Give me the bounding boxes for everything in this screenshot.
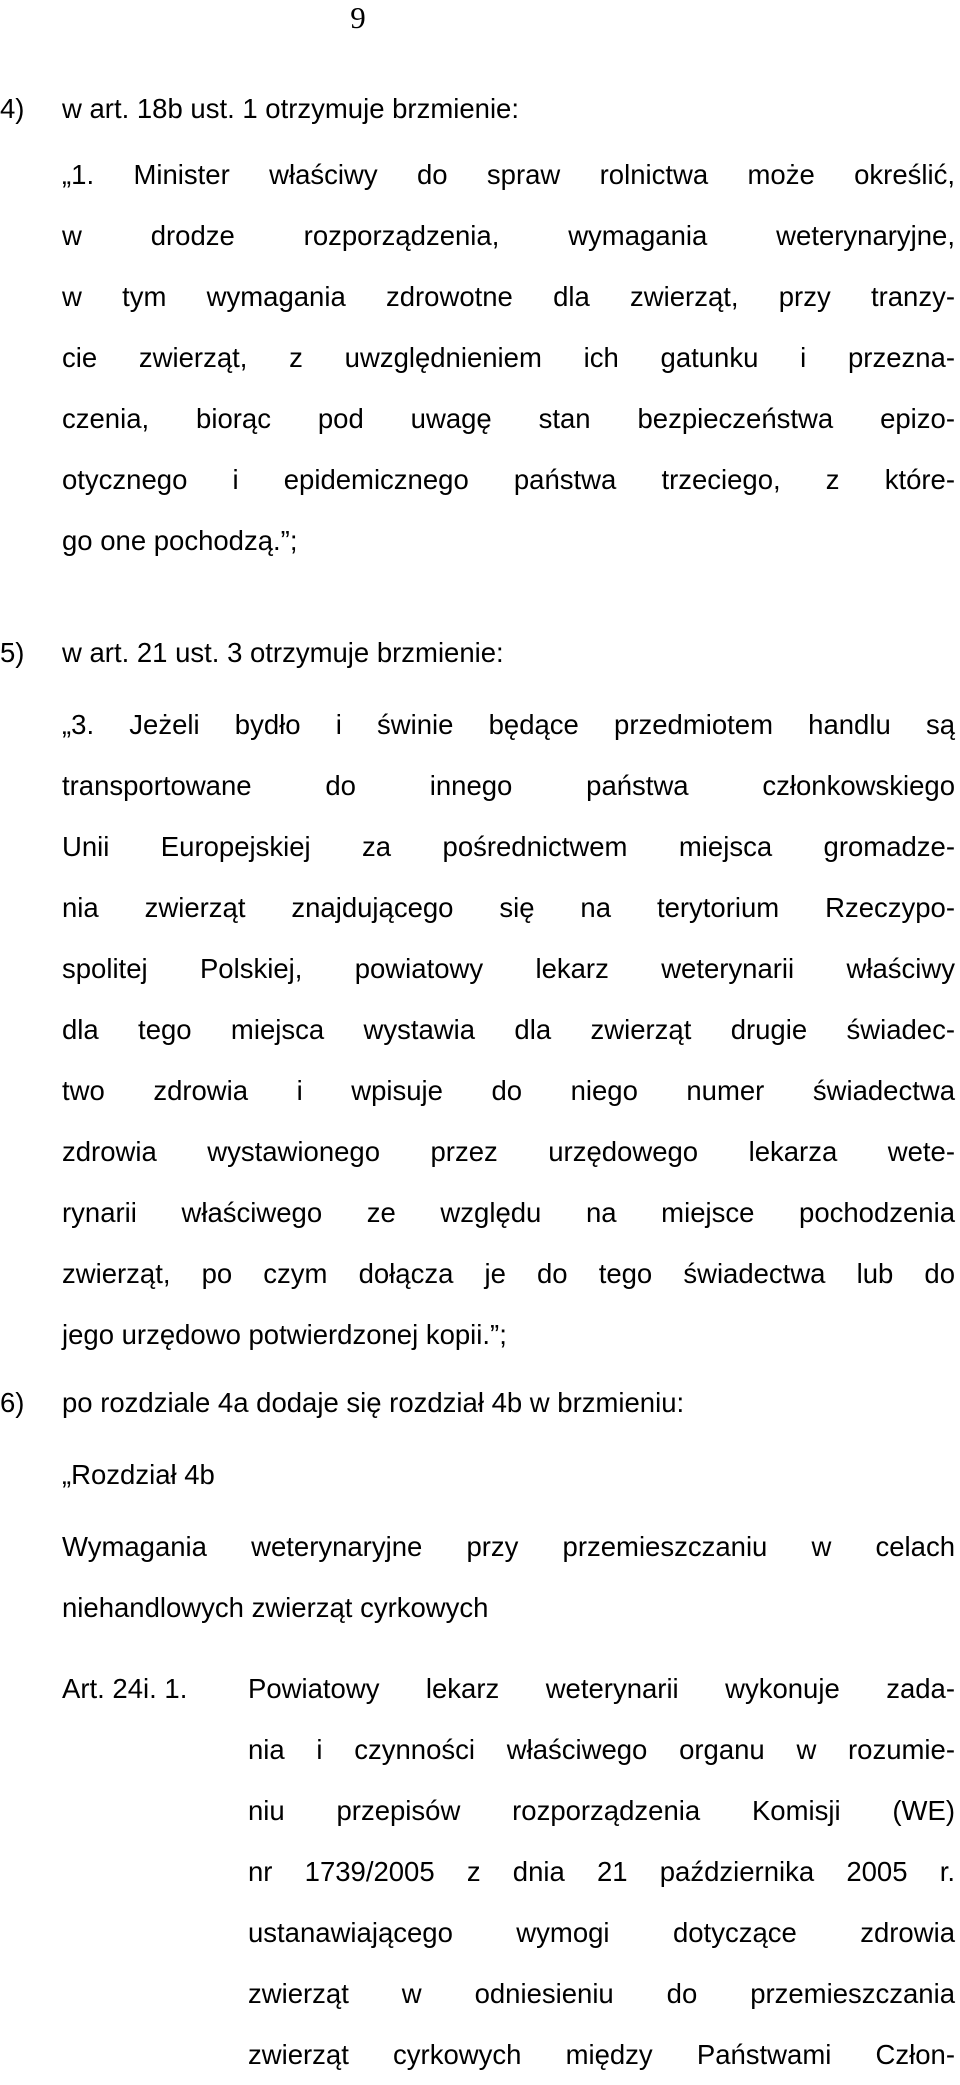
page-number: 9: [350, 0, 366, 35]
quote-line: jego urzędowo potwierdzonej kopii.”;: [62, 1319, 507, 1350]
article-number: Art. 24i. 1.: [62, 1673, 188, 1704]
item-number: 6): [0, 1387, 25, 1418]
article-line: zwierząt w odniesieniu do przemieszczania: [248, 1978, 955, 2009]
chapter-title-line: Wymagania weterynaryjne przy przemieszczaniu w celach: [62, 1531, 955, 1562]
chapter-title: [62, 1516, 955, 1638]
quoted-provision-21: [62, 694, 955, 1365]
quote-line: w tym wymagania zdrowotne dla zwierząt, przy tranzy-: [62, 281, 955, 312]
quote-line: w drodze rozporządzenia, wymagania weterynaryjne,: [62, 220, 955, 251]
item-text: po rozdziale 4a dodaje się rozdział 4b w brzmieniu:: [62, 1387, 685, 1418]
quote-line: „1. Minister właściwy do spraw rolnictwa może określić,: [62, 159, 955, 190]
quote-line: „3. Jeżeli bydło i świnie będące przedmiotem handlu są: [62, 709, 955, 740]
quote-line: cie zwierząt, z uwzględnieniem ich gatunku i przezna-: [62, 342, 955, 373]
quote-line: rynarii właściwego ze względu na miejsce pochodzenia: [62, 1197, 955, 1228]
quote-line: transportowane do innego państwa członkowskiego: [62, 770, 955, 801]
quote-line: otycznego i epidemicznego państwa trzeciego, z które-: [62, 464, 955, 495]
article-line: nia i czynności właściwego organu w rozumie-: [248, 1734, 955, 1765]
item-text: w art. 21 ust. 3 otrzymuje brzmienie:: [62, 637, 504, 668]
quote-line: nia zwierząt znajdującego się na terytorium Rzeczypo-: [62, 892, 955, 923]
quote-line: dla tego miejsca wystawia dla zwierząt drugie świadec-: [62, 1014, 955, 1045]
quote-line: czenia, biorąc pod uwagę stan bezpieczeństwa epizo-: [62, 403, 955, 434]
article-line: zwierząt cyrkowych między Państwami Człon-: [248, 2039, 955, 2070]
item-number: 5): [0, 637, 25, 668]
article-text: [248, 1658, 955, 2085]
item-text: w art. 18b ust. 1 otrzymuje brzmienie:: [62, 93, 519, 124]
article-line: ustanawiającego wymogi dotyczące zdrowia: [248, 1917, 955, 1948]
article-line: niu przepisów rozporządzenia Komisji (WE): [248, 1795, 955, 1826]
article-line: Powiatowy lekarz weterynarii wykonuje zada-: [248, 1673, 955, 1704]
quote-line: zdrowia wystawionego przez urzędowego lekarza wete-: [62, 1136, 955, 1167]
quote-line: zwierząt, po czym dołącza je do tego świadectwa lub do: [62, 1258, 955, 1289]
quote-line: Unii Europejskiej za pośrednictwem miejsca gromadze-: [62, 831, 955, 862]
quote-line: go one pochodzą.”;: [62, 525, 298, 556]
chapter-label: „Rozdział 4b: [62, 1459, 215, 1490]
quote-line: two zdrowia i wpisuje do niego numer świadectwa: [62, 1075, 955, 1106]
chapter-title-line: niehandlowych zwierząt cyrkowych: [62, 1592, 489, 1623]
article-line: nr 1739/2005 z dnia 21 października 2005 r.: [248, 1856, 955, 1887]
quote-line: spolitej Polskiej, powiatowy lekarz weterynarii właściwy: [62, 953, 955, 984]
quoted-provision-18b: [62, 144, 955, 571]
item-number: 4): [0, 93, 25, 124]
